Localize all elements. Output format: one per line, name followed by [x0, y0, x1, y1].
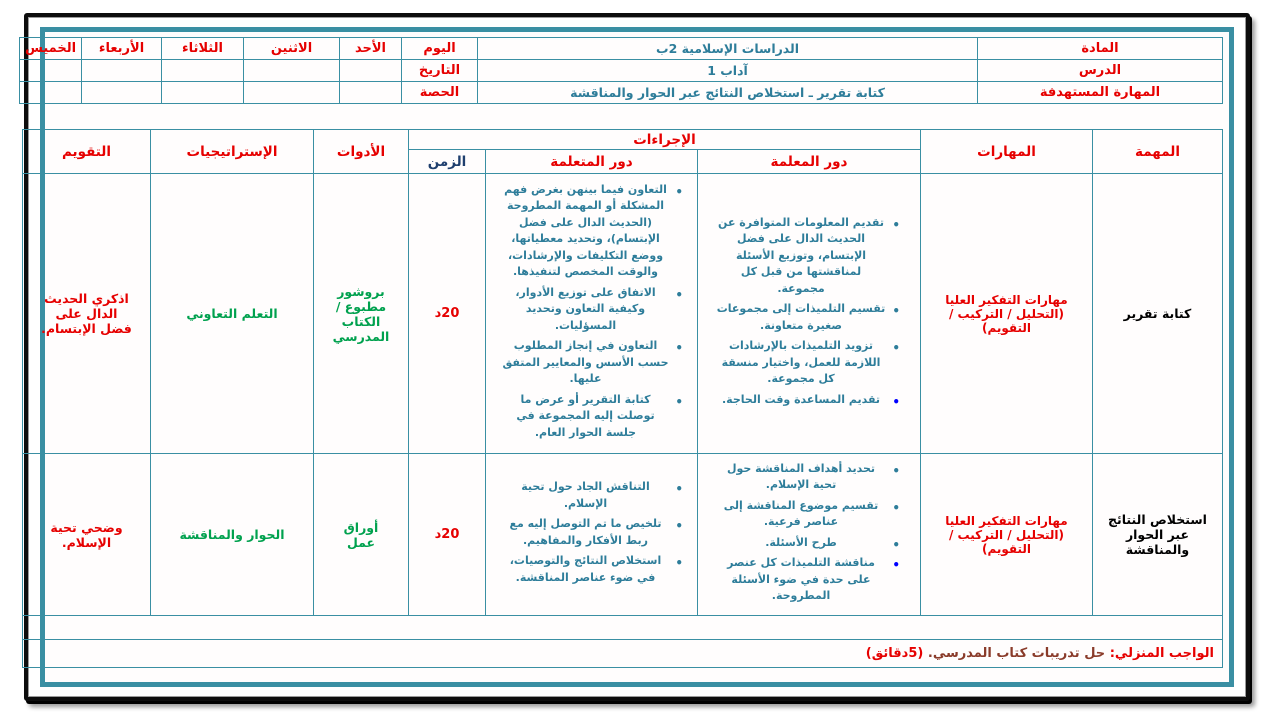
lesson-plan-document: [24, 27, 1234, 687]
header-time: الزمن: [408, 150, 485, 174]
day-header-tuesday: الثلاثاء: [162, 38, 244, 60]
header-skills: المهارات: [921, 130, 1093, 174]
period-cell-monday: [244, 82, 340, 104]
day-header-monday: الاثنين: [244, 38, 340, 60]
plan-row-writing-report: [22, 174, 1222, 454]
strategy-cell: الحوار والمناقشة: [150, 454, 313, 616]
time-cell: 20د: [408, 454, 485, 616]
date-label: التاريخ: [402, 60, 478, 82]
period-cell-wednesday: [82, 82, 162, 104]
list-item: • تقسيم موضوع المناقشة إلى عناصر فرعية.: [716, 498, 886, 531]
target-skill-label: المهارة المستهدفة: [978, 82, 1223, 104]
period-cell-thursday: [20, 82, 82, 104]
list-item: • تلخيص ما تم التوصل إليه مع ربط الأفكار والمفاهيم.: [502, 516, 669, 549]
strategy-cell: التعلم التعاوني: [150, 174, 313, 454]
day-header-thursday: الخميس: [20, 38, 82, 60]
list-item: • التعاون فيما بينهن بغرض فهم المشكلة أو المهمة المطروحة (الحديث الدال على فضل الإبتسام)، وتحديد معطياتها، ووضع التكليفات والإرشادات، والوقت المخصص لتنفيذها.: [502, 182, 669, 281]
teacher-role-cell: [698, 454, 921, 616]
lesson-value: آداب 1: [478, 60, 978, 82]
learner-role-list: [502, 479, 669, 586]
teacher-role-cell: [698, 174, 921, 454]
homework-label: الواجب المنزلي:: [1109, 646, 1214, 661]
header-strategies: الإستراتيجيات: [150, 130, 313, 174]
skills-cell: مهارات التفكير العليا (التحليل / التركيب / التقويم): [921, 174, 1093, 454]
list-item: • مناقشة التلميذات كل عنصر على حدة في ضوء الأسئلة المطروحة.: [716, 555, 886, 605]
evaluation-cell: اذكري الحديث الدال على فضل الإبتسام.: [22, 174, 150, 454]
header-task: المهمة: [1093, 130, 1223, 174]
list-item: • تقديم المساعدة وقت الحاجة.: [716, 392, 886, 409]
homework-text: حل تدريبات كتاب المدرسي.: [927, 646, 1106, 661]
date-cell-wednesday: [82, 60, 162, 82]
header-learner-role: دور المتعلمة: [486, 150, 698, 174]
subject-value: الدراسات الإسلامية 2ب: [478, 38, 978, 60]
lesson-procedures-table: [22, 129, 1223, 668]
lesson-label: الدرس: [978, 60, 1223, 82]
learner-role-cell: [486, 174, 698, 454]
header-procedures: الإجراءات: [408, 130, 920, 150]
homework-cell: [22, 640, 1222, 668]
subject-label: المادة: [978, 38, 1223, 60]
document-frame: [24, 13, 1250, 701]
evaluation-cell: وضحي تحية الإسلام.: [22, 454, 150, 616]
homework-row: [22, 640, 1222, 668]
teacher-role-list: [716, 215, 886, 409]
list-item: • تزويد التلميذات بالإرشادات اللازمة للعمل، واختيار منسقة كل مجموعة.: [716, 338, 886, 388]
table-gap: [51, 104, 1223, 129]
list-item: • الاتفاق على توزيع الأدوار، وكيفية التعاون وتحديد المسؤليات.: [502, 285, 669, 335]
list-item: • طرح الأسئلة.: [716, 535, 886, 552]
period-label: الحصة: [402, 82, 478, 104]
day-header-sunday: الأحد: [340, 38, 402, 60]
time-cell: 20د: [408, 174, 485, 454]
learner-role-list: [502, 182, 669, 442]
header-tools: الأدوات: [313, 130, 408, 174]
header-teacher-role: دور المعلمة: [698, 150, 921, 174]
date-cell-thursday: [20, 60, 82, 82]
learner-role-cell: [486, 454, 698, 616]
tools-cell: أوراق عمل: [313, 454, 408, 616]
spacer-row: [22, 616, 1222, 640]
date-cell-tuesday: [162, 60, 244, 82]
homework-duration: (5دقائق): [865, 646, 924, 661]
date-cell-sunday: [340, 60, 402, 82]
target-skill-value: كتابة تقرير ـ استخلاص النتائج عبر الحوار والمناقشة: [478, 82, 978, 104]
skills-cell: مهارات التفكير العليا (التحليل / التركيب / التقويم): [921, 454, 1093, 616]
date-cell-monday: [244, 60, 340, 82]
day-header-wednesday: الأربعاء: [82, 38, 162, 60]
plan-row-conclusions-discussion: [22, 454, 1222, 616]
tools-cell: بروشور مطبوع / الكتاب المدرسي: [313, 174, 408, 454]
list-item: • تقسيم التلميذات إلى مجموعات صغيرة متعاونة.: [716, 301, 886, 334]
list-item: • كتابة التقرير أو عرض ما توصلت إليه المجموعة في جلسة الحوار العام.: [502, 392, 669, 442]
period-cell-tuesday: [162, 82, 244, 104]
list-item: • تحديد أهداف المناقشة حول تحية الإسلام.: [716, 461, 886, 494]
list-item: • التناقش الجاد حول تحية الإسلام.: [502, 479, 669, 512]
spacer-cell: [22, 616, 1222, 640]
header-evaluation: التقويم: [22, 130, 150, 174]
list-item: • تقديم المعلومات المتوافرة عن الحديث الدال على فضل الإبتسام، وتوزيع الأسئلة لمناقشتها من قبل كل مجموعة.: [716, 215, 886, 298]
lesson-info-table: [19, 37, 1223, 104]
list-item: • استخلاص النتائج والتوصيات، في ضوء عناصر المناقشة.: [502, 553, 669, 586]
task-cell: كتابة تقرير: [1093, 174, 1223, 454]
teacher-role-list: [716, 461, 886, 605]
day-label: اليوم: [402, 38, 478, 60]
list-item: • التعاون في إنجاز المطلوب حسب الأسس والمعايير المتفق عليها.: [502, 338, 669, 388]
period-cell-sunday: [340, 82, 402, 104]
task-cell: استخلاص النتائج عبر الحوار والمناقشة: [1093, 454, 1223, 616]
